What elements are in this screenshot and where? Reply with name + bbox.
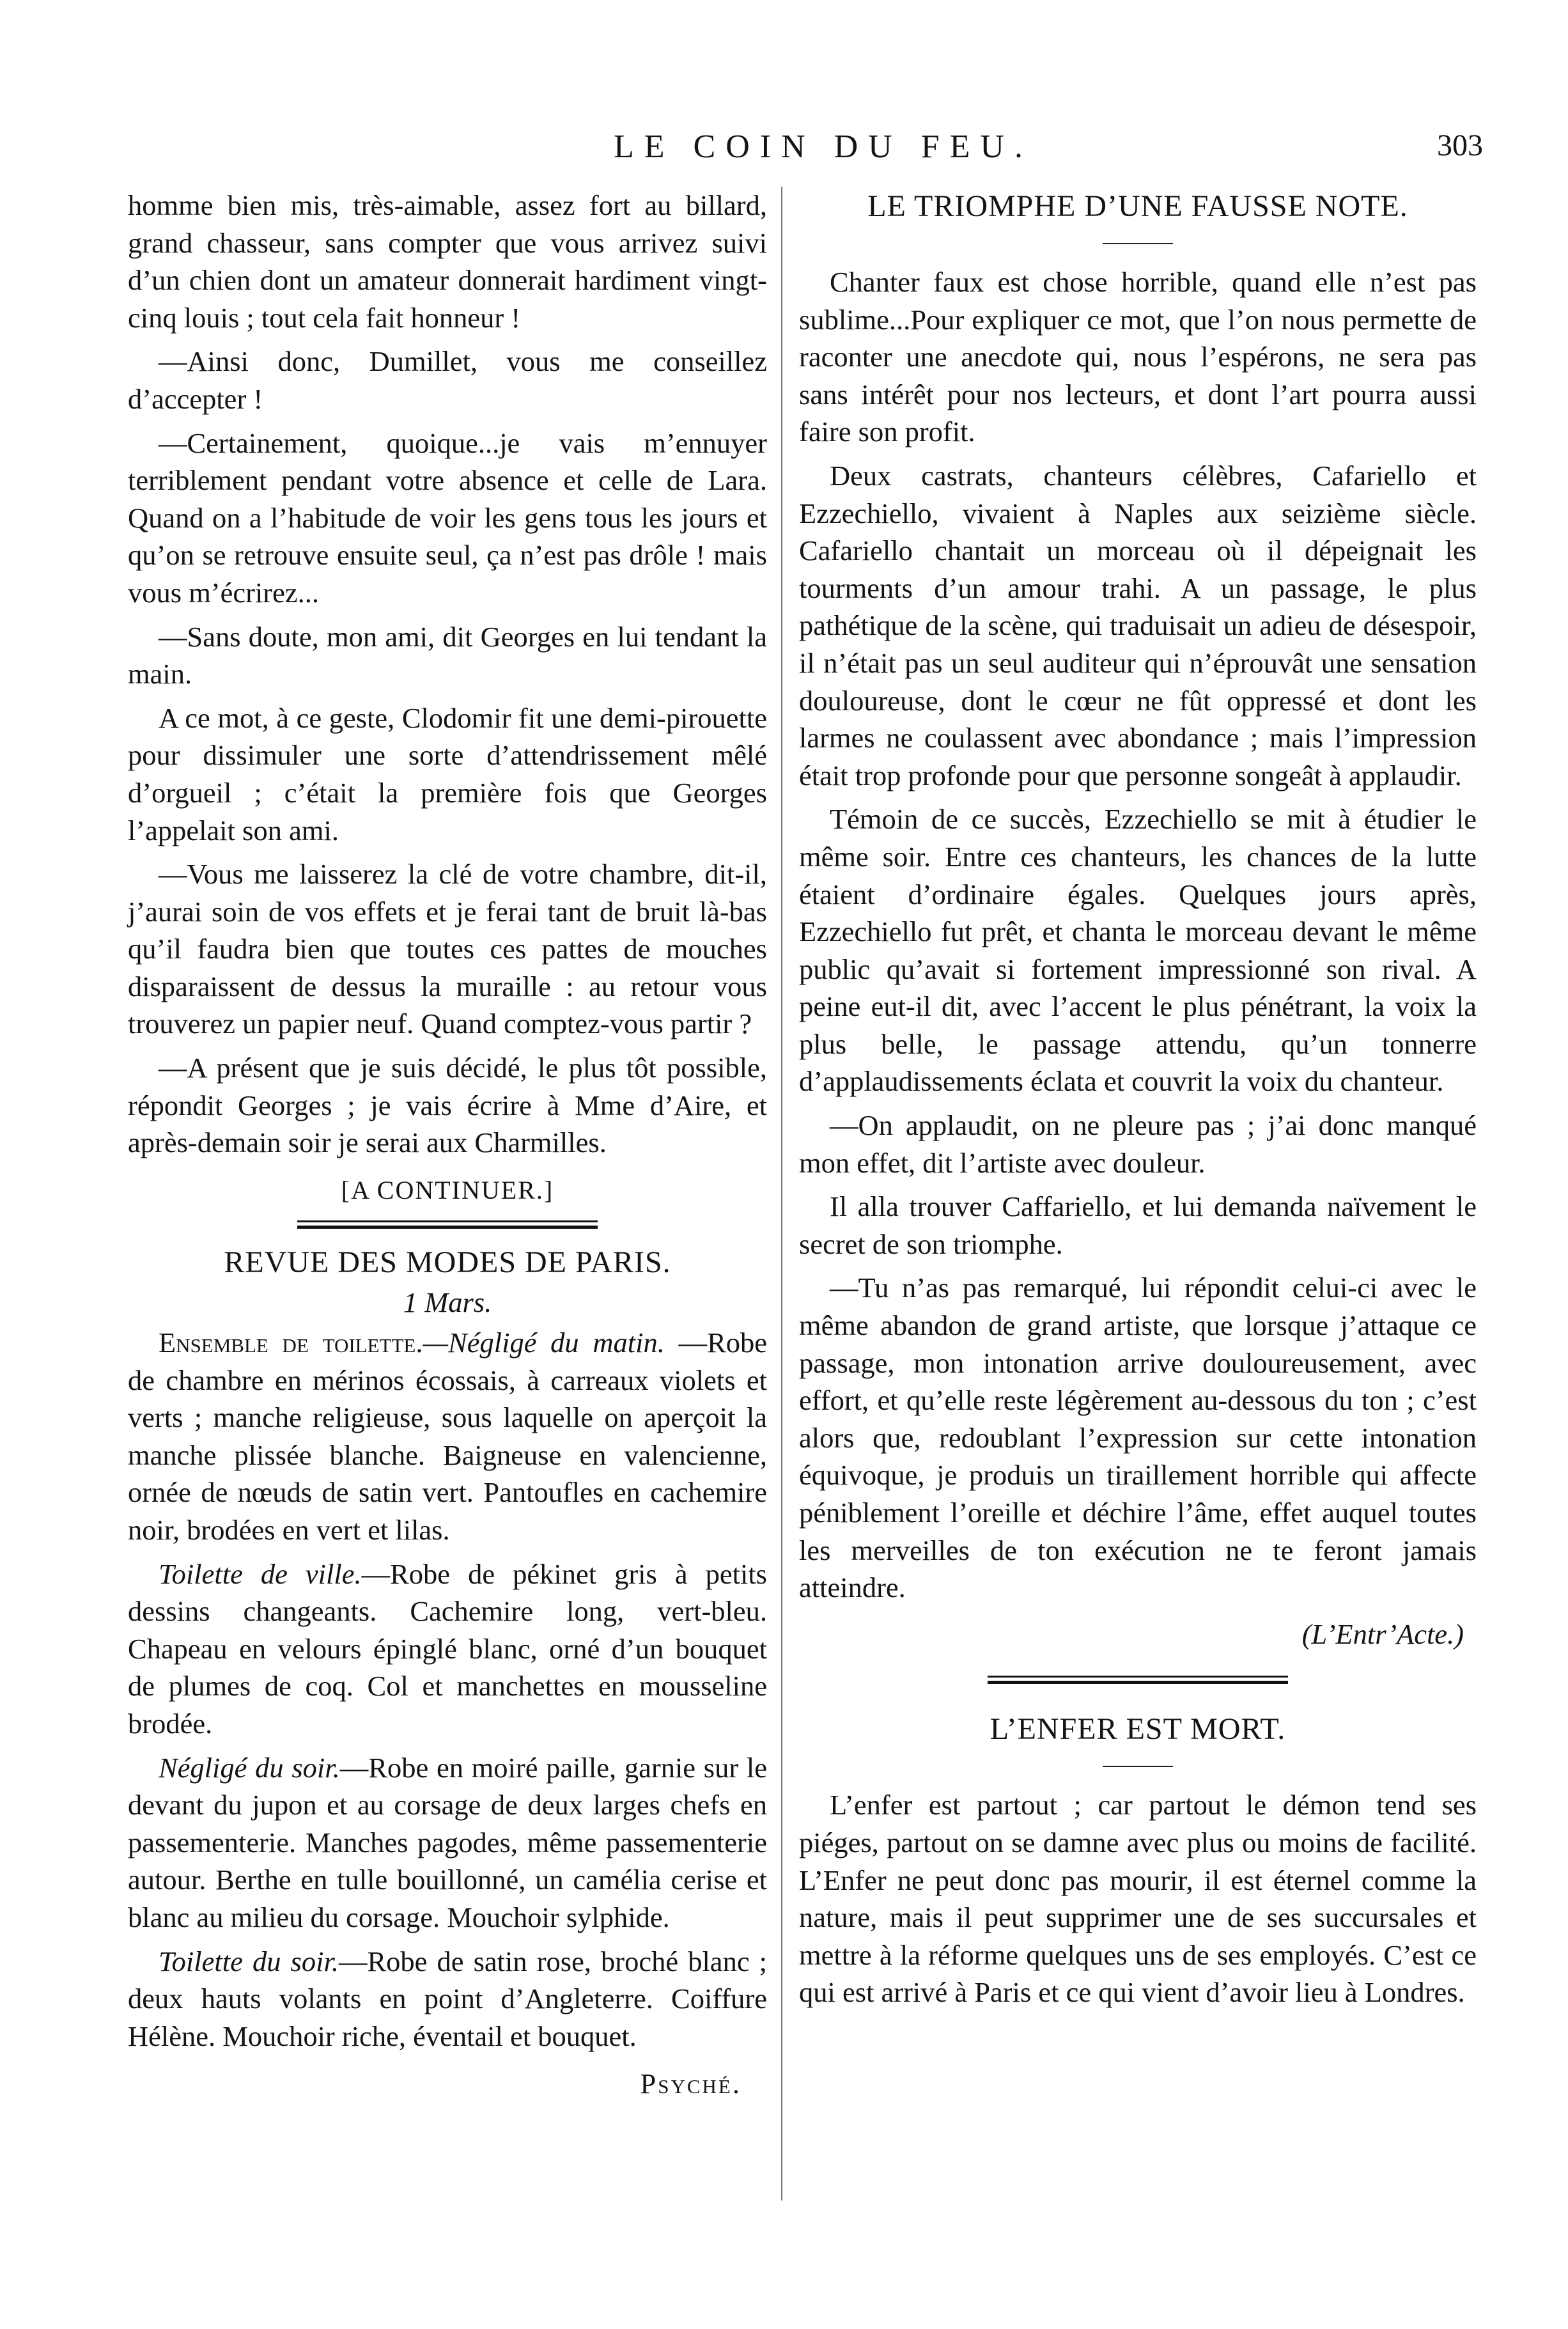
enfer-title: L’ENFER EST MORT. (990, 1712, 1286, 1747)
fashion-entry-text: —Robe de chambre en mérinos écossais, à carreaux violets et verts ; manche religieuse, sous laquelle on aperçoit la manche plissée blanche. Baigneuse en valencienne, ornée de nœuds de satin vert. Pantoufles en cachemire noir, brodées en vert et lilas. (128, 1327, 767, 1546)
fashion-entry (128, 1749, 767, 1936)
page-header (128, 128, 1483, 173)
fashion-entry-sublabel: —Négligé du matin. (423, 1327, 665, 1359)
fashion-section-title: REVUE DES MODES DE PARIS. (224, 1245, 671, 1280)
running-title: LE COIN DU FEU. (614, 129, 1033, 165)
story-paragraph: A ce mot, à ce geste, Clodomir fit une demi-pirouette pour dissimuler une sorte d’attendrissement mêlé d’orgueil ; c’était la première fois que Georges l’appelait son ami. (128, 701, 767, 846)
fashion-entry-label: Négligé du soir. (159, 1751, 340, 1784)
fashion-entry-label: Ensemble de toilette. (159, 1327, 423, 1359)
triomphe-paragraph: —Tu n’as pas remarqué, lui répondit celui-ci avec le même abandon de grand artiste, que lorsque j’attaque ce passage, mon intonation arrive douloureusement, avec effort, et qu’elle reste légèrement au-dessous du ton ; c’est alors que, redoublant l’expression sur cette intonation équivoque, je produis un tiraillement horrible qui affecte péniblement l’oreille et déchire l’âme, effet auquel toutes les merveilles de ton exécution ne te feront jamais atteindre. (799, 1272, 1477, 1604)
triomphe-source: (L’Entr’Acte.) (1301, 1617, 1464, 1650)
triomphe-title: LE TRIOMPHE D’UNE FAUSSE NOTE. (867, 189, 1408, 223)
story-paragraph: homme bien mis, très-aimable, assez fort au billard, grand chasseur, sans compter que vous arrivez suivi d’un chien dont un amateur donnerait hardiment vingt-cinq louis ; tout cela fait honneur ! (128, 189, 767, 334)
section-rule (297, 1220, 598, 1229)
fashion-entry-text: —Robe de satin rose, broché blanc ; deux hauts volants en point d’Angleterre. Coiffure Hélène. Mouchoir riche, éventail et bouquet. (128, 1945, 768, 2052)
triomphe-paragraph: Témoin de ce succès, Ezzechiello se mit à étudier le même soir. Entre ces chanteurs, les chances de la lutte étaient d’ordinaire égales. Quelques jours après, Ezzechiello fut prêt, et chanta le morceau devant le même public qu’avait si fortement impressionné son rival. A peine eut-il dit, avec l’accent le plus pénétrant, la voix la plus belle, le passage attendu, qu’un tonnerre d’applaudissements éclata et couvrit la voix du chanteur. (799, 803, 1477, 1098)
fashion-signature: Psyché. (640, 2068, 741, 2100)
fashion-entry-label: Toilette du soir. (159, 1945, 339, 1977)
continuation-mark: [A CONTINUER.] (341, 1175, 554, 1204)
fashion-entry (128, 1555, 767, 1743)
triomphe-paragraph: Deux castrats, chanteurs célèbres, Cafariello et Ezzechiello, vivaient à Naples aux seizième siècle. Cafariello chantait un morceau où il dépeignait les tourments d’un amour trahi. A un passage, le plus pathétique de la scène, qui traduisait un adieu de désespoir, il n’était pas un seul auditeur qui n’éprouvât une sensation douloureuse, dont le cœur ne fût oppressé et dont les larmes ne coulassent avec abondance ; mais l’impression était trop profonde pour que personne songeât à applaudir. (799, 459, 1477, 791)
column-divider (781, 187, 782, 2200)
title-rule (1103, 1766, 1173, 1767)
fashion-entry-label: Toilette de ville. (159, 1557, 362, 1590)
story-paragraph: —A présent que je suis décidé, le plus tôt possible, répondit Georges ; je vais écrire à Mme d’Aire, et après-demain soir je serai aux Charmilles. (128, 1052, 767, 1159)
triomphe-paragraph: —On applaudit, on ne pleure pas ; j’ai donc manqué mon effet, dit l’artiste avec douleur. (799, 1109, 1477, 1179)
fashion-entry-text: —Robe de pékinet gris à petits dessins changeants. Cachemire long, vert-bleu. Chapeau en velours épinglé blanc, orné d’un bouquet de plumes de coq. Col et manchettes en mousseline brodée. (128, 1557, 768, 1740)
story-paragraph: —Vous me laisserez la clé de votre chambre, dit-il, j’aurai soin de vos effets et je ferai tant de bruit là-bas qu’il faudra bien que toutes ces pattes de mouches disparaissent de dessus la muraille : au retour vous trouverez un papier neuf. Quand comptez-vous partir ? (128, 858, 767, 1040)
triomphe-paragraph: Il alla trouver Caffariello, et lui demanda naïvement le secret de son triomphe. (799, 1190, 1477, 1260)
right-column (799, 187, 1477, 2018)
title-rule (1103, 243, 1173, 244)
fashion-date: 1 Mars. (403, 1286, 492, 1319)
section-rule (988, 1676, 1288, 1684)
fashion-entry (128, 1943, 767, 2055)
story-paragraph: —Certainement, quoique...je vais m’ennuyer terriblement pendant votre absence et celle de Lara. Quand on a l’habitude de voir les gens tous les jours et qu’on se retrouve ensuite seul, ça n’est pas drôle ! mais vous m’écrirez... (128, 426, 767, 609)
triomphe-paragraph: Chanter faux est chose horrible, quand elle n’est pas sublime...Pour expliquer ce mot, que l’on nous permette de raconter une anecdote qui, nous l’espérons, ne sera pas sans intérêt pour nos lecteurs, et dont l’art pourra aussi faire son profit. (799, 266, 1477, 448)
page-number: 303 (1437, 129, 1483, 162)
fashion-entry-text: —Robe en moiré paille, garnie sur le devant du jupon et au corsage de deux larges chefs en passementerie. Manches pagodes, même passementerie autour. Berthe en tulle bouillonné, un camélia cerise et blanc au milieu du corsage. Mouchoir sylphide. (128, 1751, 767, 1933)
left-column (128, 187, 767, 2103)
fashion-entry (128, 1324, 767, 1549)
story-paragraph: —Ainsi donc, Dumillet, vous me conseillez d’accepter ! (128, 345, 767, 415)
enfer-paragraph: L’enfer est partout ; car partout le démon tend ses piéges, partout on se damne avec plus ou moins de facilité. L’Enfer ne peut donc pas mourir, il est éternel comme la nature, mais il peut supprimer une de ses succursales et mettre à la réforme quelques uns de ses employés. C’est ce qui est arrivé à Paris et ce qui vient d’avoir lieu à Londres. (799, 1789, 1477, 2009)
story-paragraph: —Sans doute, mon ami, dit Georges en lui tendant la main. (128, 620, 767, 690)
